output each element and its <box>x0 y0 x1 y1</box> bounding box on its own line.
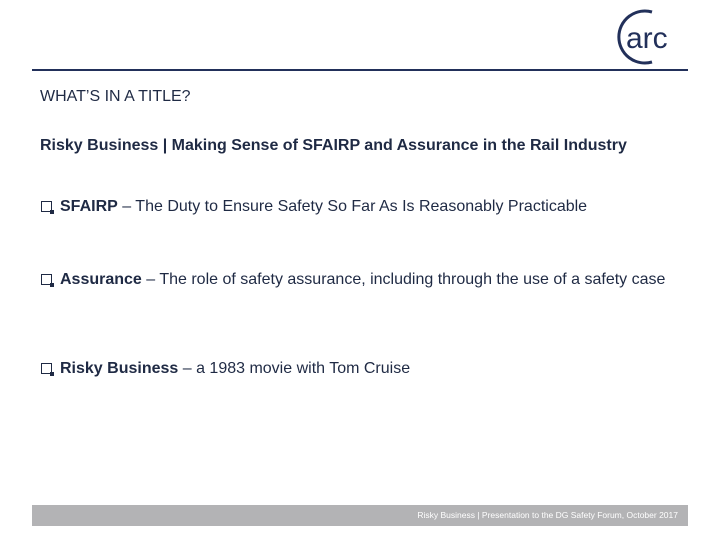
bullet-item-assurance <box>40 268 680 292</box>
bullet-description: – The role of safety assurance, including through the use of a safety case <box>141 271 666 288</box>
bullet-item-risky-business <box>40 357 680 381</box>
bullet-term: Risky Business <box>60 360 179 377</box>
bullet-term: SFAIRP <box>60 198 118 215</box>
header-divider <box>32 69 688 71</box>
footer-bar <box>32 505 688 526</box>
footer-text: Risky Business | Presentation to the DG Safety Forum, October 2017 <box>417 510 678 520</box>
bullet-term: Assurance <box>60 271 142 288</box>
checkbox-bullet-icon <box>40 268 60 292</box>
section-title: WHAT’S IN A TITLE? <box>40 88 191 105</box>
checkbox-bullet-icon <box>40 357 60 381</box>
arc-logo <box>612 8 694 66</box>
bullet-item-sfairp <box>40 195 680 219</box>
bullet-description: – The Duty to Ensure Safety So Far As Is Reasonably Practicable <box>117 198 588 215</box>
logo-text: arc <box>626 22 668 55</box>
bullet-description: – a 1983 movie with Tom Cruise <box>178 360 411 377</box>
subtitle: Risky Business | Making Sense of SFAIRP and Assurance in the Rail Industry <box>40 137 627 154</box>
checkbox-bullet-icon <box>40 195 60 219</box>
